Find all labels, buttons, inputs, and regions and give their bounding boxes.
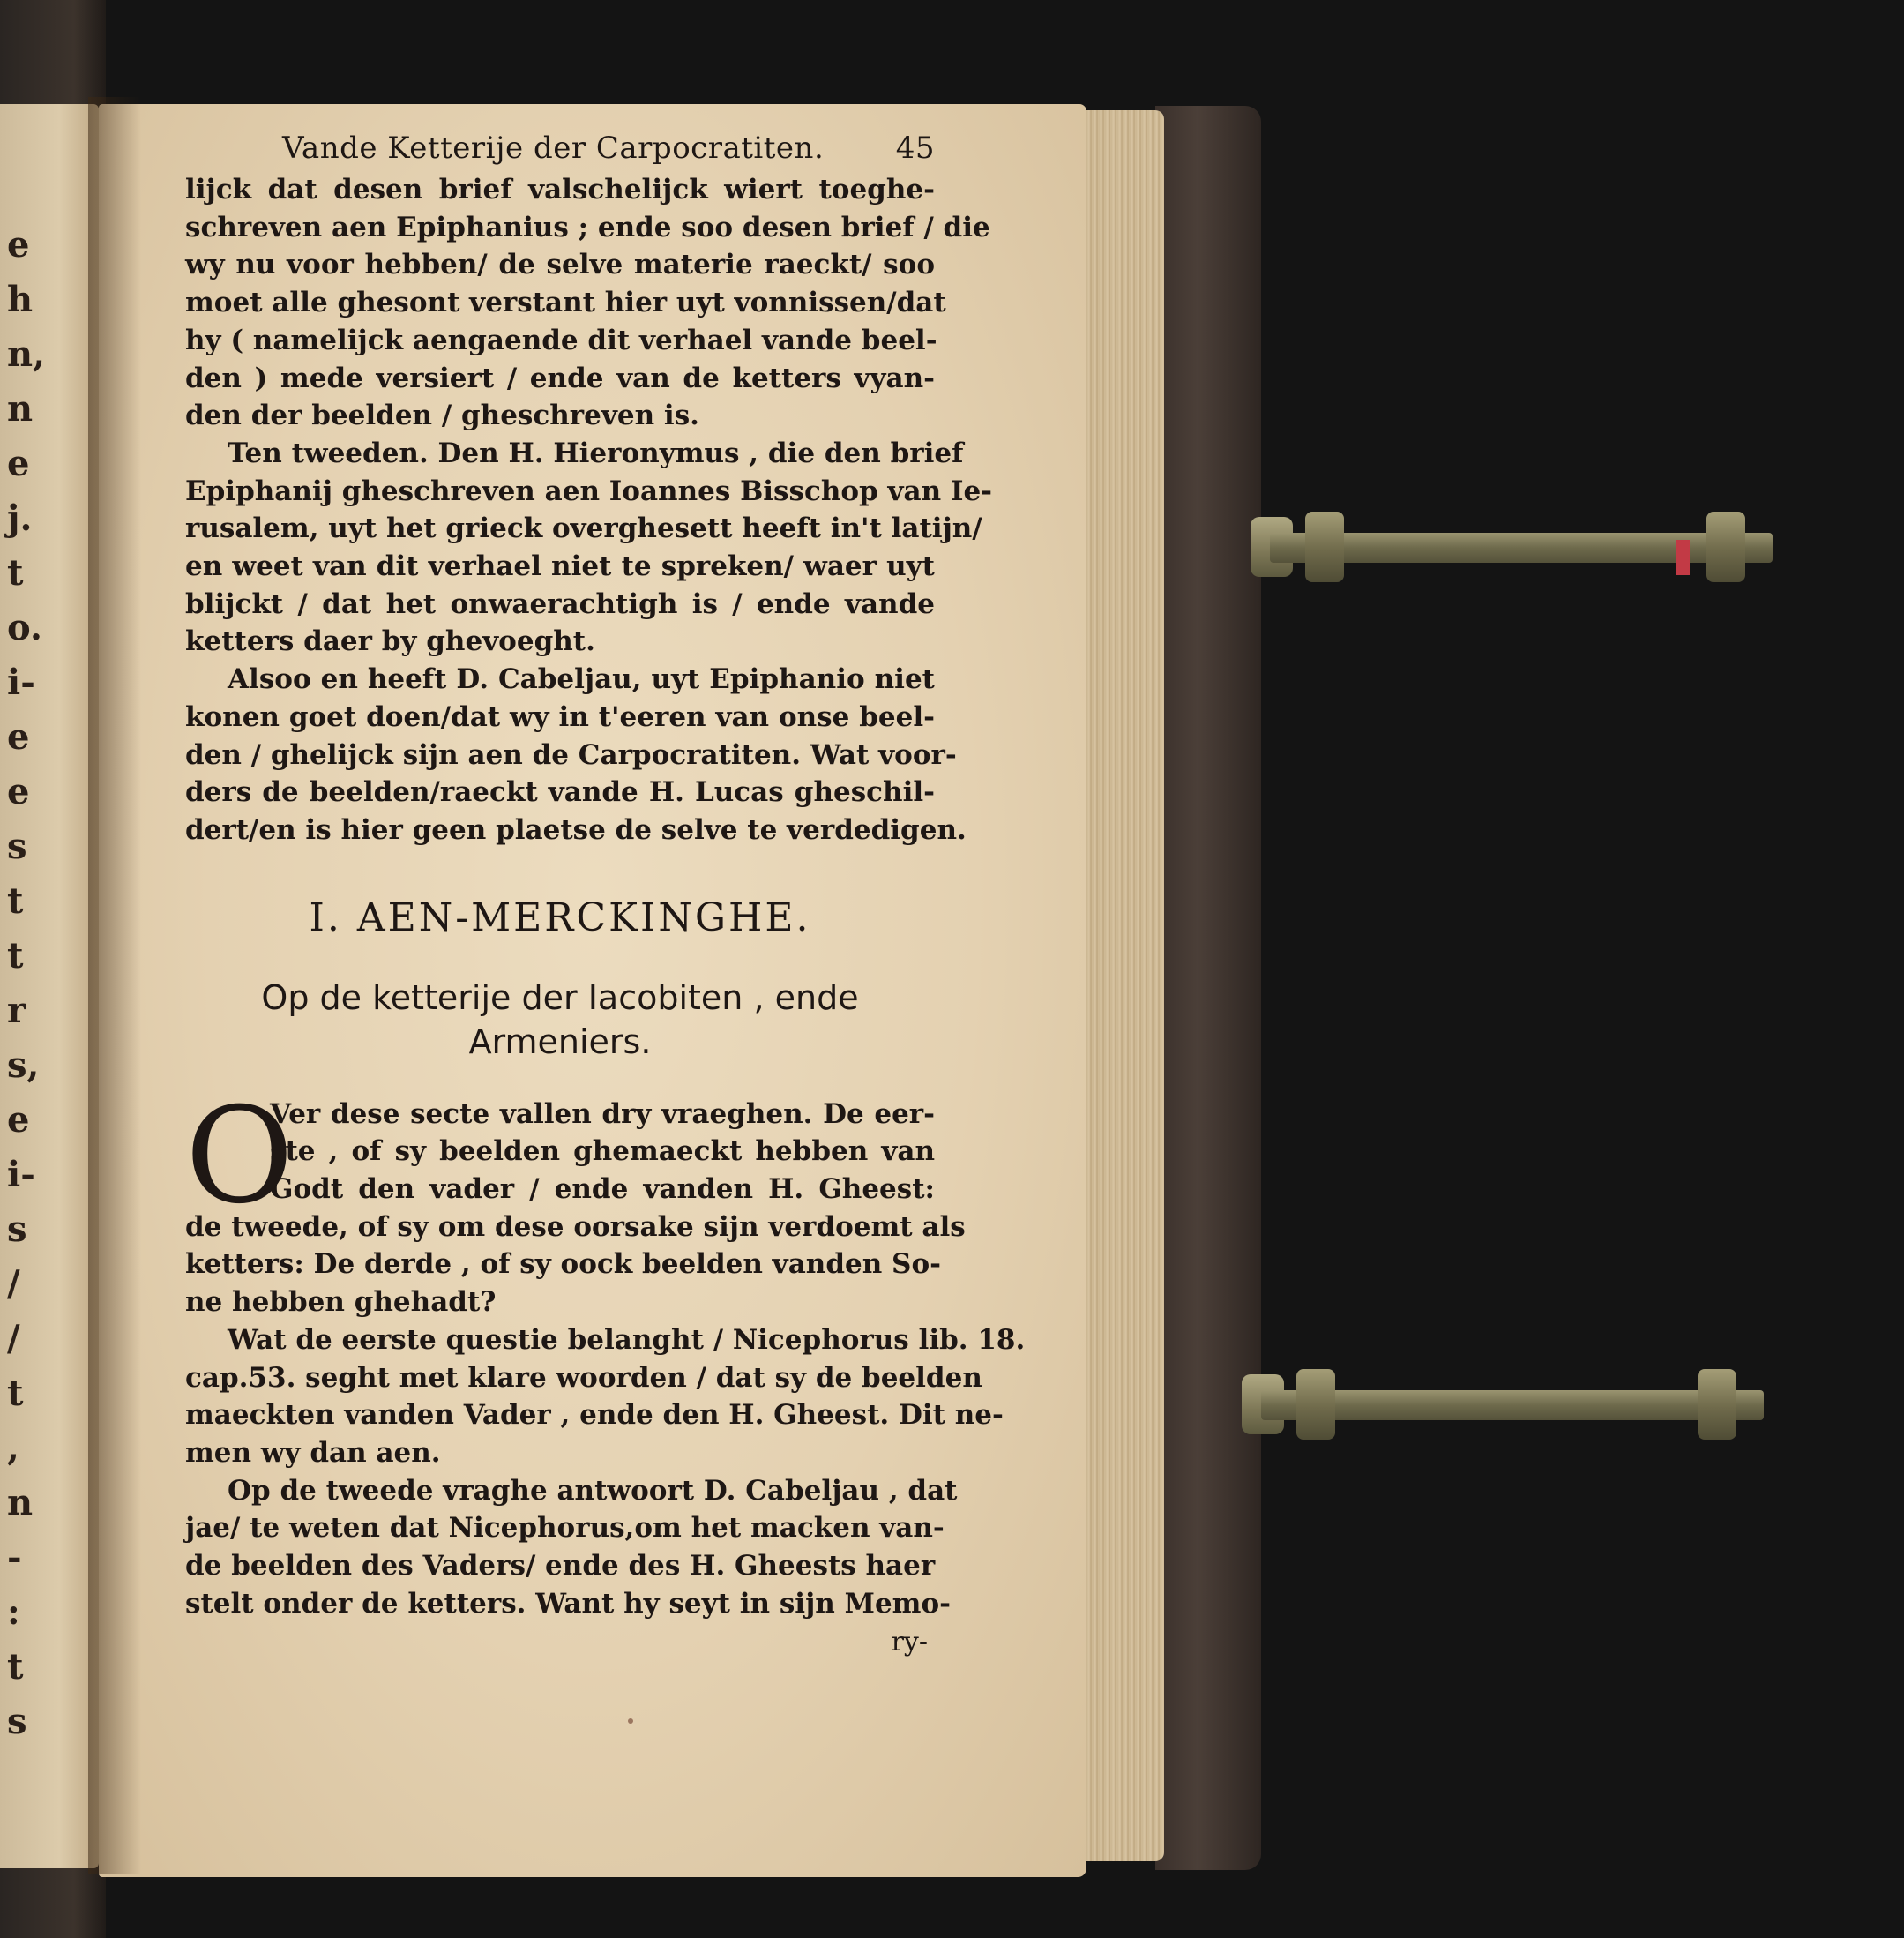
text-line: cap.53. seght met klare woorden / dat sy de beelden [185,1361,982,1394]
left-page-fragment: , [7,1427,19,1469]
left-page-fragment: t [7,880,24,922]
page-text [185,131,1026,1657]
text-line: jae/ te weten dat Nicephorus,om het macken van- [185,1512,945,1545]
text-line: men wy dan aen. [185,1436,441,1469]
paragraph-1 [185,171,990,435]
left-page-fragment: e [7,771,30,812]
left-page-fragment: t [7,552,24,594]
back-cover [1155,106,1261,1870]
left-page-fragment: s [7,1701,27,1742]
left-page-fragment: s, [7,1044,40,1086]
clasp-knob [1305,512,1344,582]
text-line: blijckt / dat het onwaerachtigh is / ende vande [185,587,935,620]
catchword: ry- [891,1626,928,1657]
left-page-fragment: : [7,1591,20,1633]
paragraph-2 [185,435,993,661]
subheading-line: Armeniers. [468,1021,652,1061]
page-number: 45 [895,131,935,166]
text-line: Ten tweeden. Den H. Hieronymus , die den brief [228,437,964,469]
left-page-fragment: e [7,224,30,266]
section-heading: I. AEN-MERCKINGHE. [309,894,811,940]
text-line: Wat de eerste questie belanght / Nicephorus lib. 18. [228,1323,1026,1356]
left-page-fragment: / [7,1263,20,1305]
left-page-fragment: n, [7,333,46,375]
left-page-fragment: s [7,1208,27,1250]
text-line: en weet van dit verhael niet te spreken/ waer uyt [185,550,935,583]
section-subheading [185,976,935,1064]
lower-clasp [1261,1369,1764,1440]
text-line: den / ghelijck sijn aen de Carpocratiten. Wat voor- [185,738,957,771]
text-line: Ver dese secte vallen dry vraeghen. De eer- [270,1097,935,1130]
text-line: den der beelden / gheschreven is. [185,400,699,432]
clasp-strap [1261,1390,1764,1420]
left-page-fragment: h [7,279,34,320]
text-line: rusalem, uyt het grieck overghesett heeft in't latijn/ [185,513,982,545]
text-line: ste , of sy beelden ghemaeckt hebben van [270,1135,935,1168]
text-line: dert/en is hier geen plaetse de selve te verdedigen. [185,813,967,846]
text-line: schreven aen Epiphanius ; ende soo desen brief / die [185,211,990,243]
left-page-fragment: e [7,716,30,758]
left-page-fragment: n [7,1482,34,1523]
text-line: Epiphanij gheschreven aen Ioannes Bisschop van Ie- [185,475,993,507]
upper-clasp [1270,512,1773,582]
text-line: wy nu voor hebben/ de selve materie raeckt/ soo [185,249,935,281]
left-page-fragment: t [7,1373,24,1414]
text-line: Op de tweede vraghe antwoort D. Cabeljau , dat [228,1474,958,1507]
text-line: hy ( namelijck aengaende dit verhael vande beel- [185,324,937,356]
left-page-fragment: i- [7,662,35,703]
text-line: ketters daer by ghevoeght. [185,625,595,658]
text-line: ketters: De derde , of sy oock beelden vanden So- [185,1248,941,1281]
clasp-knob [1296,1369,1335,1440]
paragraph-4 [185,1079,966,1321]
text-line: Godt den vader / ende vanden H. Gheest: [270,1173,935,1206]
clasp-end [1706,512,1745,582]
red-mark [1676,540,1690,575]
paragraph-5 [185,1321,1026,1472]
text-line: de beelden des Vaders/ ende des H. Gheests haer [185,1550,936,1583]
drop-cap: O [185,1079,294,1233]
left-page-fragment: t [7,1646,24,1687]
clasp-end [1698,1369,1736,1440]
left-page-fragment: s [7,826,27,867]
left-page-fragment: t [7,935,24,976]
left-page-fragment: i- [7,1154,35,1195]
left-page [0,104,99,1868]
left-page-fragment: n [7,388,34,430]
text-line: maeckten vanden Vader , ende den H. Gheest. Dit ne- [185,1399,1004,1432]
text-line: Alsoo en heeft D. Cabeljau, uyt Epiphanio niet [228,663,935,696]
text-line: lijck dat desen brief valschelijck wiert toeghe- [185,174,935,206]
subheading-line: Op de ketterije der Iacobiten , ende [261,977,859,1017]
text-line: de tweede, of sy om dese oorsake sijn verdoemt als [185,1210,966,1243]
left-page-fragment: / [7,1318,20,1359]
running-title: Vande Ketterije der Carpocratiten. [282,131,825,166]
left-page-fragment: r [7,990,26,1031]
text-line: ders de beelden/raeckt vande H. Lucas gheschil- [185,776,935,809]
gutter-shadow [88,97,141,1874]
clasp-strap [1270,533,1773,563]
ink-spot [628,1718,633,1724]
text-line: stelt onder de ketters. Want hy seyt in sijn Memo- [185,1587,952,1620]
left-page-fragment: e [7,443,30,484]
text-line: konen goet doen/dat wy in t'eeren van onse beel- [185,700,935,733]
running-head [185,131,935,166]
paragraph-6 [185,1472,958,1623]
left-page-fragment: o. [7,607,42,648]
left-page-fragment: j. [7,498,33,539]
text-line: den ) mede versiert / ende van de ketters vyan- [185,362,935,394]
page-edges [1086,110,1164,1861]
left-page-fragment: e [7,1099,30,1141]
text-line: ne hebben ghehadt? [185,1286,497,1319]
text-line: moet alle ghesont verstant hier uyt vonnissen/dat [185,287,946,319]
left-page-fragment: - [7,1537,22,1578]
paragraph-3 [185,661,967,849]
